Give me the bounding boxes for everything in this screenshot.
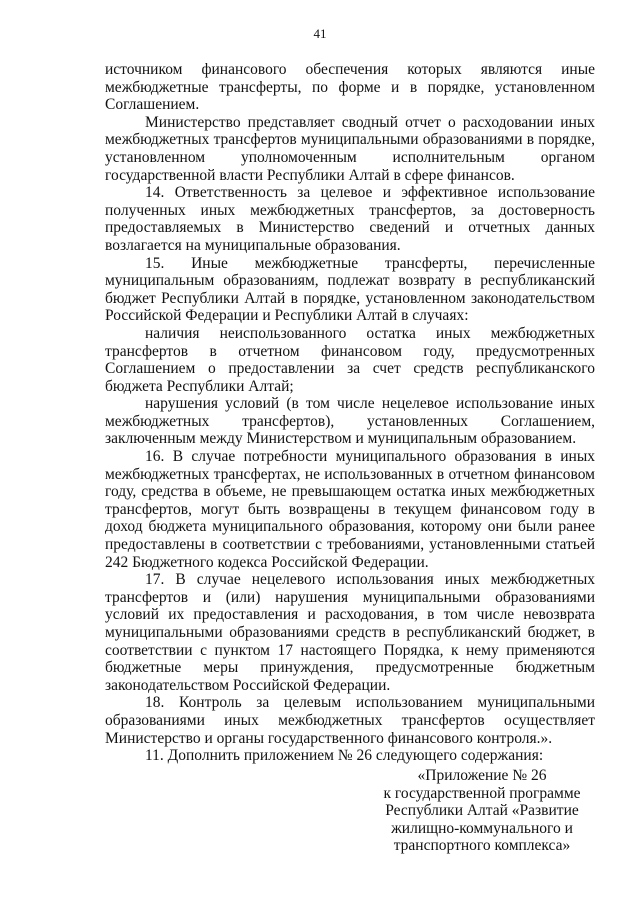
paragraph-case-unused-balance: наличия неиспользованного остатка иных межбюджетных трансфертов в отчетном финансовом году, предусмотренных Соглашением о предоставлении за счет средств республиканского бюджета Республики Алтай;	[105, 324, 595, 395]
paragraph-item-17: 17. В случае нецелевого использования иных межбюджетных трансфертов и (или) нарушения муниципальными образованиями условий их предоставления и расходования, в том числе невозврата муниципальными образованиями средств в республиканский бюджет, в соответствии с пунктом 17 настоящего Порядка, к нему применяются бюджетные меры принуждения, предусмотренные бюджетным законодательством Российской Федерации.	[105, 571, 595, 694]
document-body	[105, 61, 595, 765]
paragraph-item-11-amendment: 11. Дополнить приложением № 26 следующего содержания:	[145, 747, 544, 765]
appendix-line: жилищно-коммунального и	[391, 819, 573, 837]
appendix-line: к государственной программе	[383, 784, 581, 802]
appendix-line: Республики Алтай «Развитие	[385, 802, 579, 820]
appendix-line: «Приложение № 26	[417, 767, 547, 784]
paragraph-ministry-report: Министерство представляет сводный отчет о расходовании иных межбюджетных трансфертов муниципальными образованиями в порядке, установленном уполномоченным исполнительным органом государственной власти Республики Алтай в сфере финансов.	[105, 113, 595, 184]
paragraph-item-16: 16. В случае потребности муниципального образования в иных межбюджетных трансфертах, не использованных в отчетном финансовом году, средства в объеме, не превышающем остатка иных межбюджетных трансфертов, могут быть возвращены в текущем финансовом году в доход бюджета муниципального образования, которому они были ранее предоставлены в соответствии с требованиями, установленными статьей 242 Бюджетного кодекса Российской Федерации.	[105, 448, 595, 571]
paragraph-item-18: 18. Контроль за целевым использованием муниципальными образованиями иных межбюджетных трансфертов осуществляет Министерство и органы государственного финансового контроля.».	[105, 694, 595, 747]
paragraph-item-14: 14. Ответственность за целевое и эффективное использование полученных иных межбюджетных трансфертов, за достоверность предоставляемых в Министерство сведений и отчетных данных возлагается на муниципальные образования.	[105, 184, 595, 254]
paragraph-continuation: источником финансового обеспечения которых являются иные межбюджетные трансферты, по форме и в порядке, установленном Соглашением.	[105, 61, 595, 114]
paragraph-case-violation: нарушения условий (в том числе нецелевое использование иных межбюджетных трансфертов), установленных Соглашением, заключенным между Министерством и муниципальным образованием.	[105, 395, 595, 448]
appendix-line: транспортного комплекса»	[393, 837, 571, 855]
page-number: 41	[313, 26, 327, 41]
paragraph-item-15: 15. Иные межбюджетные трансферты, перечисленные муниципальным образованиям, подлежат возврату в республиканский бюджет Республики Алтай в порядке, установленном законодательством Российской Федерации и Республики Алтай в случаях:	[105, 254, 595, 325]
appendix-heading	[370, 767, 594, 855]
